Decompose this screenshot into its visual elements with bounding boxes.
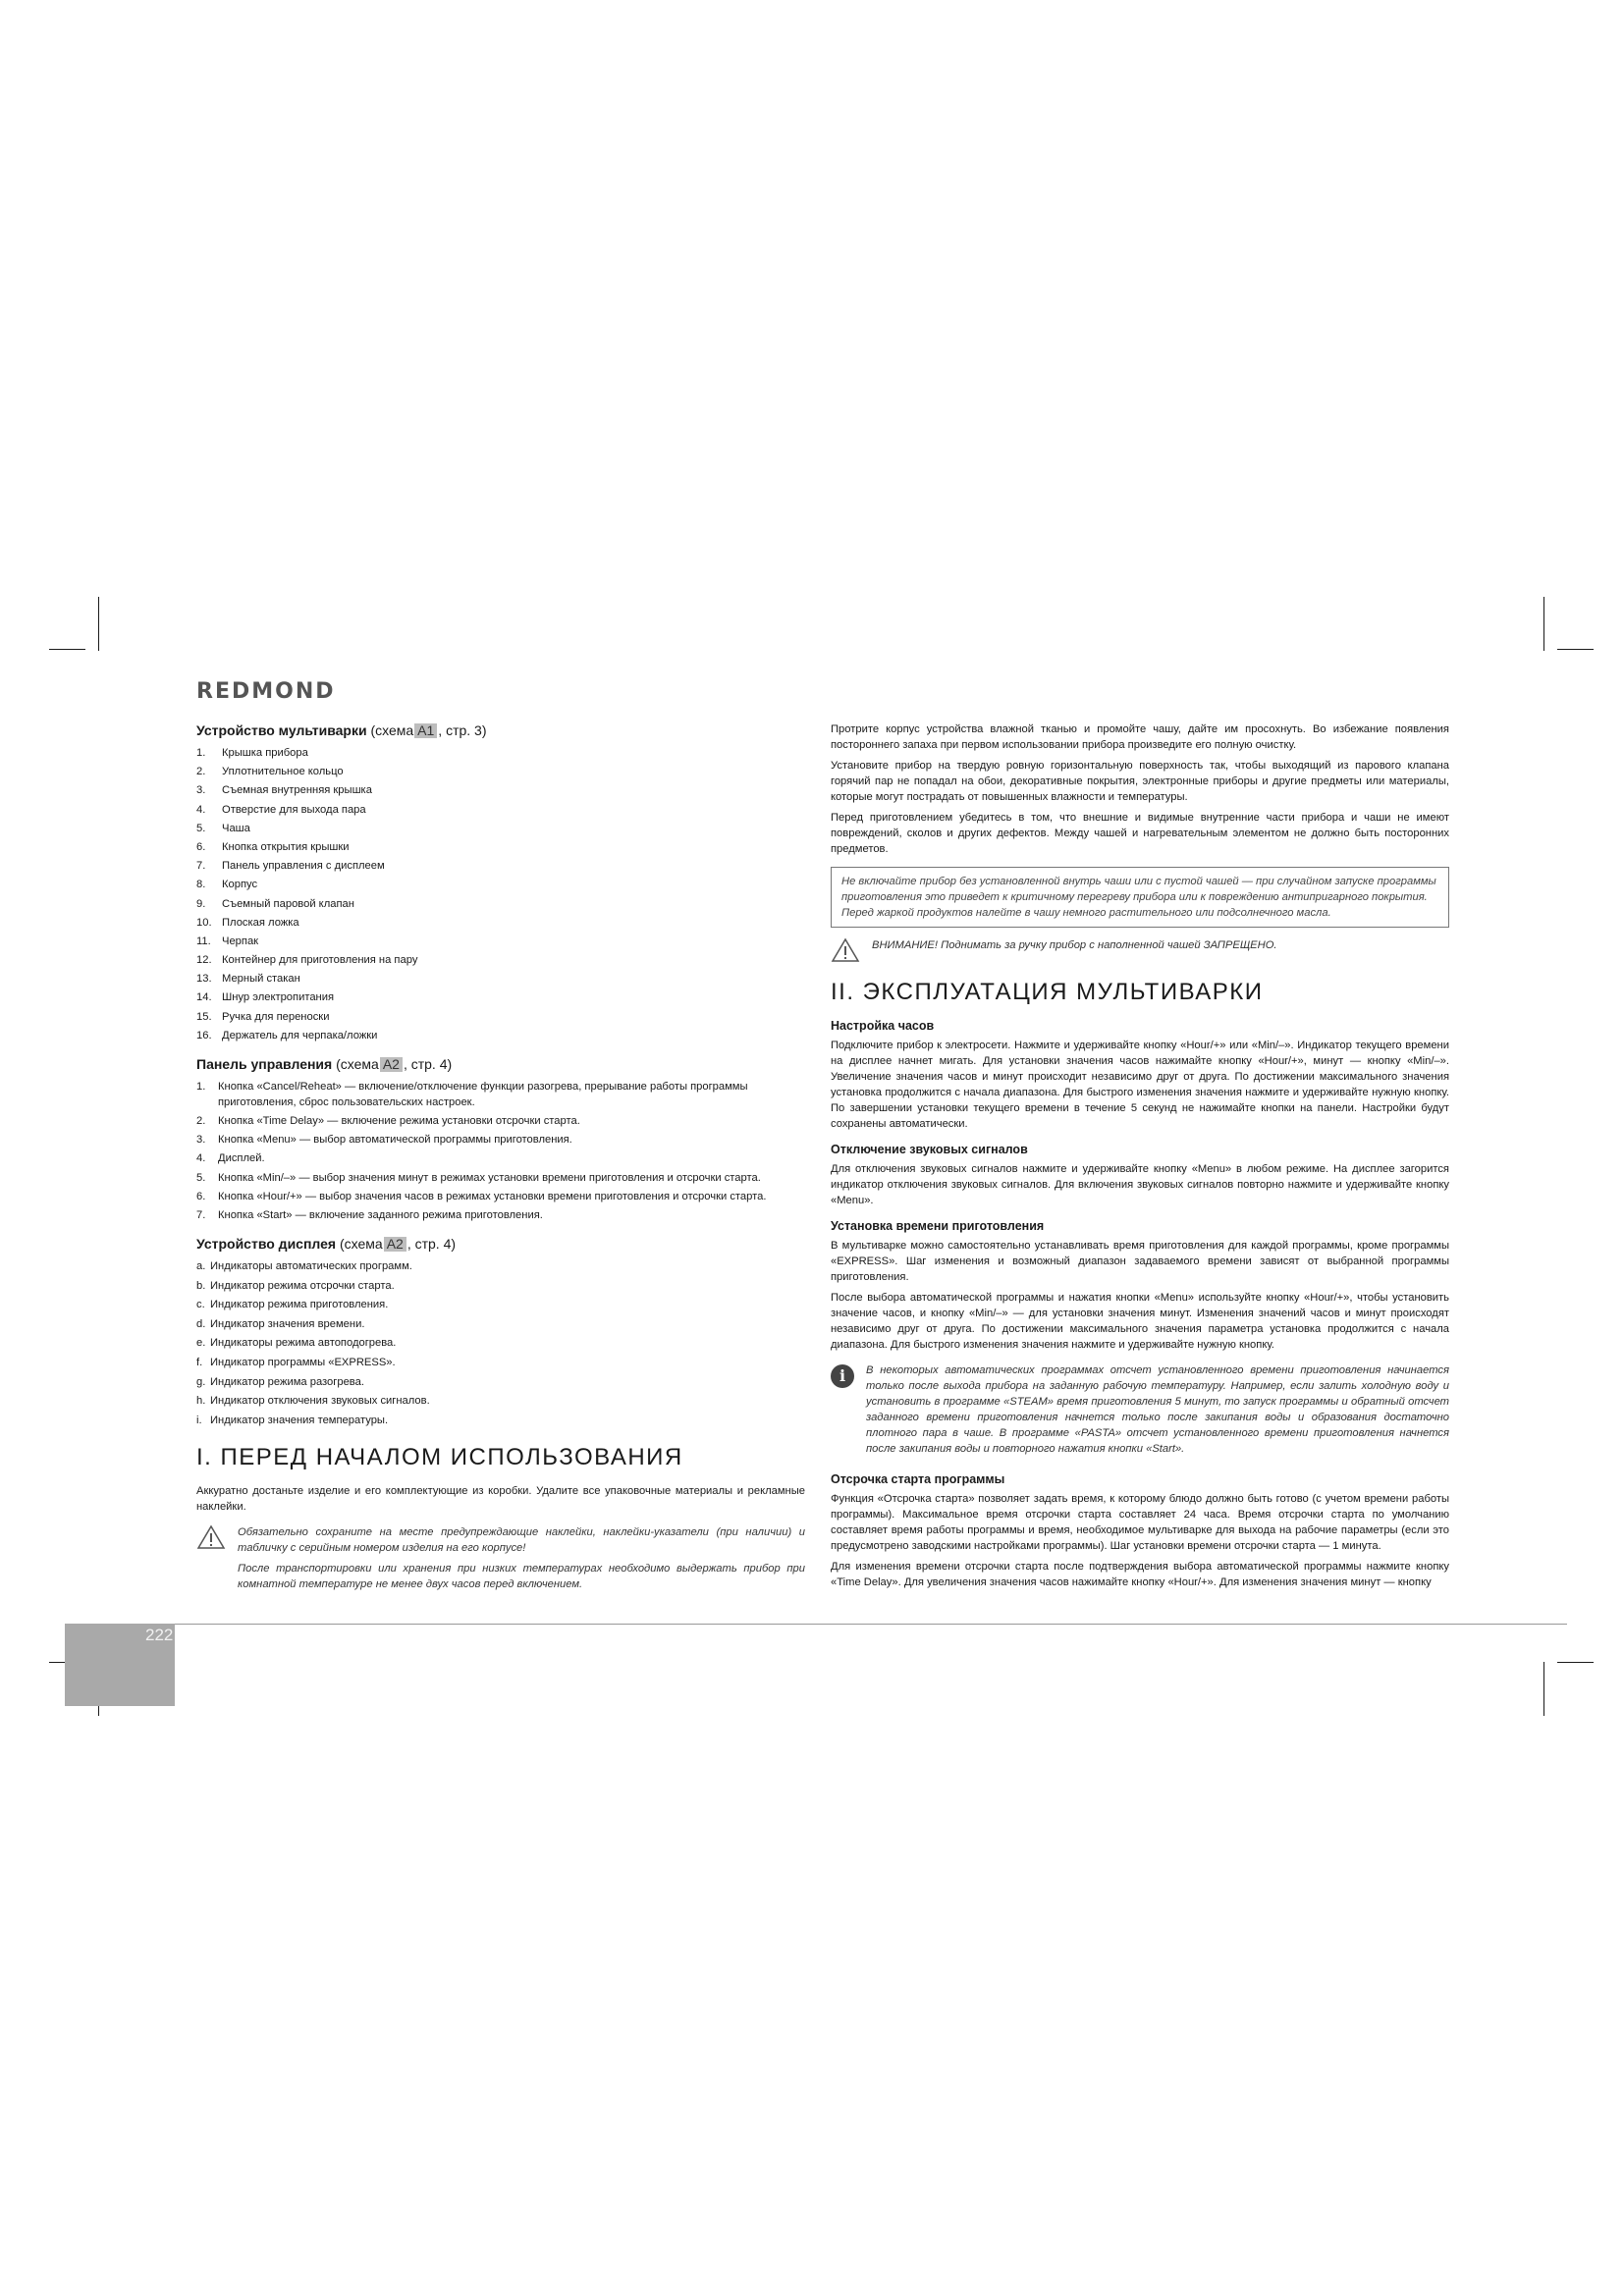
- list-item: 16. Держатель для черпака/ложки: [196, 1029, 378, 1041]
- cooktime-heading: Установка времени приготовления: [831, 1219, 1045, 1233]
- list-item: i. Индикатор значения температуры.: [196, 1414, 389, 1426]
- right-column: [831, 721, 1449, 1595]
- crop-mark-br-v: [1543, 1662, 1544, 1716]
- sound-text: Для отключения звуковых сигналов нажмите и удерживайте кнопку «Menu» в любом режиме. На дисплее загорится индикатор отключения звуковых сигналов. Для включения звуковых сигналов повторно нажмите и удерживайте кнопку «Menu».: [831, 1163, 1449, 1206]
- list-item: a. Индикаторы автоматических программ.: [196, 1259, 412, 1272]
- list-item: b. Индикатор режима отсрочки старта.: [196, 1279, 395, 1292]
- list-item: 1. Кнопка «Cancel/Reheat» — включение/отключение функции разогрева, прерывание работы программы приготовления, сброс пользовательских настроек.: [196, 1080, 748, 1108]
- list-item: 15. Ручка для переноски: [196, 1010, 330, 1023]
- list-item: 3. Съемная внутренняя крышка: [196, 784, 372, 797]
- list-item: 2. Уплотнительное кольцо: [196, 766, 344, 778]
- footer-rule: [65, 1624, 1567, 1625]
- list-item: e. Индикаторы режима автоподогрева.: [196, 1337, 397, 1350]
- list-item: 6. Кнопка «Hour/+» — выбор значения часов в режимах установки времени приготовления и отсрочки старта.: [196, 1190, 767, 1202]
- list-item: c. Индикатор режима приготовления.: [196, 1299, 389, 1311]
- list-item: 13. Мерный стакан: [196, 973, 300, 986]
- list-item: 5. Кнопка «Min/–» — выбор значения минут в режимах установки времени приготовления и отсрочки старта.: [196, 1171, 761, 1184]
- list-item: h. Индикатор отключения звуковых сигналов.: [196, 1395, 430, 1408]
- info-note-text: В некоторых автоматических программах отсчет установленного времени приготовления начинается только после выхода прибора на заданную рабочую температуру. Например, если залить холодную воду и установить в программе «STEAM» время приготовления 5 минут, то запуск программы и обратный отсчет заданного времени приготовления начнется только после закипания воды и образования достаточно плотного пара в чаше. В программе «PASTA» отсчет установленного времени приготовления начнется после закипания воды и повторного нажатия кнопки «Start».: [866, 1364, 1449, 1455]
- warning-block-1: [196, 1524, 805, 1597]
- list-item: f. Индикатор программы «EXPRESS».: [196, 1356, 396, 1368]
- delay-text-1: Функция «Отсрочка старта» позволяет задать время, к которому блюдо должно быть готово (с учетом времени работы программы). Максимальное время отсрочки старта составляет 24 часа. Время отсрочки старта по умолчанию составляет время работы программы и время, необходимое мультиварке для выхода на рабочие параметры (если это предусмотрено заводскими настройками программы). Шаг установки времени отсрочки старта — 1 минута.: [831, 1493, 1449, 1552]
- control-panel-list: [196, 1079, 805, 1223]
- paragraph-1: Протрите корпус устройства влажной тканью и промойте чашу, дайте им просохнуть. Во избежание появления постороннего запаха при первом использовании прибора произведите его полную очистку.: [831, 723, 1449, 751]
- warning-triangle-icon: [196, 1524, 226, 1550]
- display-heading: Устройство дисплея (схема A2 , стр. 4): [196, 1235, 457, 1252]
- list-item: 11. Черпак: [196, 934, 259, 947]
- page-number: 222: [145, 1626, 174, 1644]
- device-heading: Устройство мультиварки (схема A1 , стр. 3): [196, 722, 487, 738]
- brand-logo: REDMOND: [196, 679, 336, 704]
- display-list: [196, 1258, 805, 1428]
- schema-badge-a2-display: A2: [384, 1237, 406, 1252]
- cooktime-text-2: После выбора автоматической программы и нажатия кнопки «Menu» используйте кнопку «Hour/+», чтобы установить значение часов, и кнопку «Min/–» — для установки значения минут. Изменения значений часов и минут происходят независимо друг от друга. По достижении максимального значения параметра установка продолжится с начала диапазона. Для быстрого изменения значения нажмите и удерживайте нужную кнопку.: [831, 1292, 1449, 1351]
- list-item: 5. Чаша: [196, 822, 250, 834]
- schema-badge-a1: A1: [414, 723, 437, 738]
- clock-text: Подключите прибор к электросети. Нажмите и удерживайте кнопку «Hour/+» или «Min/–». Индикатор текущего времени на дисплее начнет мигать. Для установки значения часов нажимайте кнопку «Hour/+», минут — кнопку «Min/–». Увеличение значения часов и минут происходит независимо друг от друга. По достижении максимального значения установка продолжится с начала диапазона. Для быстрого изменения значения нажмите и удерживайте нужную кнопку. По завершении установки текущего времени в течение 5 секунд не нажимайте кнопки на панели. Настройки будут сохранены автоматически.: [831, 1040, 1449, 1130]
- list-item: 6. Кнопка открытия крышки: [196, 840, 350, 853]
- list-item: 7. Кнопка «Start» — включение заданного режима приготовления.: [196, 1208, 543, 1221]
- list-item: 4. Дисплей.: [196, 1152, 265, 1165]
- delay-text-2: Для изменения времени отсрочки старта после подтверждения выбора автоматической программы нажмите кнопку «Time Delay». Для увеличения значения часов нажимайте кнопку «Hour/+». Для изменения значения минут — кнопку: [831, 1561, 1449, 1588]
- crop-mark-br-h: [1557, 1662, 1594, 1663]
- warning-2-text: ВНИМАНИЕ! Поднимать за ручку прибор с наполненной чашей ЗАПРЕЩЕНО.: [872, 939, 1277, 951]
- list-item: 8. Корпус: [196, 879, 258, 891]
- list-item: 12. Контейнер для приготовления на пару: [196, 954, 418, 967]
- list-item: 3. Кнопка «Menu» — выбор автоматической программы приготовления.: [196, 1134, 572, 1147]
- device-parts-list: [196, 745, 805, 1043]
- schema-badge-a2: A2: [380, 1057, 403, 1072]
- list-item: 7. Панель управления с дисплеем: [196, 860, 385, 873]
- clock-heading: Настройка часов: [831, 1019, 935, 1033]
- paragraph-2: Установите прибор на твердую ровную горизонтальную поверхность так, чтобы выходящий из парового клапана горячий пар не попадал на обои, декоративные покрытия, электронные приборы и другие предметы или материалы, которые могут пострадать от повышенных влажности и температуры.: [831, 760, 1449, 803]
- list-item: 2. Кнопка «Time Delay» — включение режима установки отсрочки старта.: [196, 1115, 580, 1127]
- section-1-paragraph: Аккуратно достаньте изделие и его комплектующие из коробки. Удалите все упаковочные материалы и рекламные наклейки.: [196, 1484, 805, 1513]
- section-1-title: I. ПЕРЕД НАЧАЛОМ ИСПОЛЬЗОВАНИЯ: [196, 1443, 683, 1470]
- paragraph-3: Перед приготовлением убедитесь в том, что внешние и видимые внутренние части прибора и чаши не имеют повреждений, сколов и других дефектов. Между чашей и нагревательным элементом не должно быть посторонних предметов.: [831, 812, 1449, 855]
- list-item: d. Индикатор значения времени.: [196, 1317, 365, 1330]
- warning-block-2: [831, 937, 1449, 963]
- list-item: 9. Съемный паровой клапан: [196, 897, 354, 910]
- warning-1-text-b: После транспортировки или хранения при низких температурах необходимо выдержать прибор при комнатной температуре не менее двух часов перед включением.: [238, 1562, 805, 1590]
- info-block: [831, 1362, 1449, 1462]
- list-item: 14. Шнур электропитания: [196, 991, 335, 1004]
- list-item: 1. Крышка прибора: [196, 747, 308, 759]
- delay-heading: Отсрочка старта программы: [831, 1472, 1005, 1486]
- crop-mark-tr-v: [1543, 597, 1544, 651]
- warning-1-text-a: Обязательно сохраните на месте предупреждающие наклейки, наклейки-указатели (при наличии) и табличку с серийным номером изделия на его корпусе!: [238, 1525, 805, 1554]
- warning-triangle-icon: [831, 937, 860, 963]
- cooktime-text-1: В мультиварке можно самостоятельно устанавливать время приготовления для каждой программы, кроме программы «EXPRESS». Шаг изменения и возможный диапазон задаваемого времени зависят от выбранной программы приготовления.: [831, 1240, 1449, 1283]
- crop-mark-tl-h: [49, 649, 85, 650]
- sound-heading: Отключение звуковых сигналов: [831, 1143, 1028, 1156]
- info-icon: i: [831, 1364, 854, 1388]
- caution-box: Не включайте прибор без установленной внутрь чаши или с пустой чашей — при случайном запуске программы приготовления это приведет к критичному перегреву прибора или к повреждению антипригарного покрытия. Перед жаркой продуктов налейте в чашу немного растительного или подсолнечного масла.: [831, 867, 1449, 928]
- list-item: 10. Плоская ложка: [196, 916, 299, 929]
- crop-mark-tl-v: [98, 597, 99, 651]
- panel-heading: Панель управления (схема A2 , стр. 4): [196, 1055, 453, 1072]
- list-item: g. Индикатор режима разогрева.: [196, 1375, 364, 1388]
- crop-mark-tr-h: [1557, 649, 1594, 650]
- section-2-title: II. ЭКСПЛУАТАЦИЯ МУЛЬТИВАРКИ: [831, 979, 1264, 1005]
- left-column: [196, 721, 805, 1607]
- list-item: 4. Отверстие для выхода пара: [196, 803, 366, 816]
